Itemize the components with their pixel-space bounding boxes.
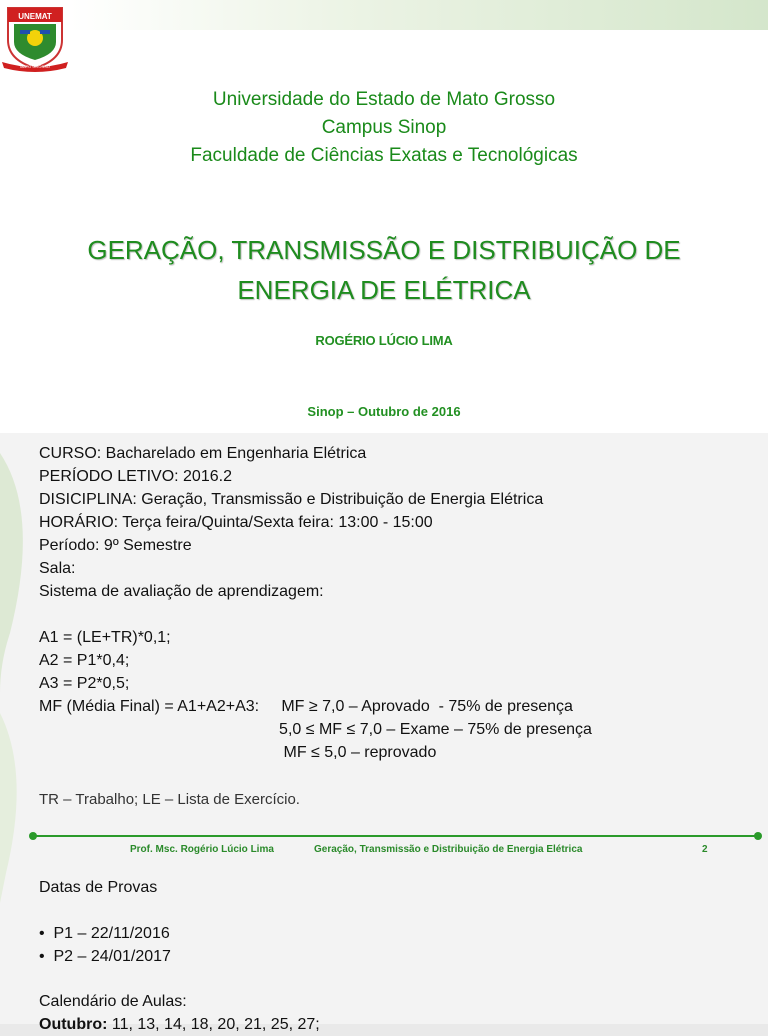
logo-motto: MATO GROSSO — [20, 64, 50, 69]
info-line: DISICIPLINA: Geração, Transmissão e Distribuição de Energia Elétrica — [39, 491, 544, 508]
info-line: 5,0 ≤ MF ≤ 7,0 – Exame – 75% de presença — [39, 721, 592, 738]
footer-course: Geração, Transmissão e Distribuição de Energia Elétrica — [314, 844, 583, 855]
exams-heading: Datas de Provas — [39, 879, 158, 896]
list-item: • P2 – 24/01/2017 — [39, 948, 171, 965]
title-line-1: GERAÇÃO, TRANSMISSÃO E DISTRIBUIÇÃO DE — [87, 235, 681, 265]
institution-block — [0, 86, 768, 170]
divider-dot-left — [29, 832, 37, 840]
bullet-icon: • — [39, 948, 45, 965]
calendar-month: Outubro: — [39, 1016, 108, 1033]
divider-dot-right — [754, 832, 762, 840]
faculty-name: Faculdade de Ciências Exatas e Tecnológicas — [190, 145, 578, 166]
title-line-2: ENERGIA DE ELÉTRICA — [237, 275, 531, 305]
presentation-date: Sinop – Outubro de 2016 — [307, 404, 461, 419]
logo-text: UNEMAT — [18, 12, 52, 21]
info-line: Período: 9º Semestre — [39, 537, 192, 554]
exam-list — [39, 922, 171, 968]
info-line: A3 = P2*0,5; — [39, 675, 130, 692]
info-line: HORÁRIO: Terça feira/Quinta/Sexta feira: 13:00 - 15:00 — [39, 514, 433, 531]
info-line: A1 = (LE+TR)*0,1; — [39, 629, 171, 646]
calendar-days: 11, 13, 14, 18, 20, 21, 25, 27; — [107, 1016, 320, 1033]
author-name: ROGÉRIO LÚCIO LIMA — [315, 333, 453, 348]
calendar-heading: Calendário de Aulas: — [39, 993, 187, 1010]
info-line: MF (Média Final) = A1+A2+A3: MF ≥ 7,0 – Aprovado - 75% de presença — [39, 698, 573, 715]
info-line: CURSO: Bacharelado em Engenharia Elétrica — [39, 445, 367, 462]
footer-author: Prof. Msc. Rogério Lúcio Lima — [130, 844, 274, 855]
info-line: Sala: — [39, 560, 76, 577]
bullet-icon: • — [39, 925, 45, 942]
presentation-title — [0, 230, 768, 310]
info-line: A2 = P1*0,4; — [39, 652, 130, 669]
list-item: • P1 – 22/11/2016 — [39, 925, 170, 942]
header-band — [70, 0, 768, 30]
info-line — [39, 603, 592, 626]
unemat-logo — [0, 0, 70, 72]
info-line: Sistema de avaliação de aprendizagem: — [39, 583, 324, 600]
calendar-october — [39, 1013, 320, 1036]
info-line: PERÍODO LETIVO: 2016.2 — [39, 468, 232, 485]
institution-name: Universidade do Estado de Mato Grosso — [212, 89, 556, 110]
footer-page-number: 2 — [702, 844, 708, 855]
campus-name: Campus Sinop — [321, 117, 447, 138]
title-slide — [0, 0, 768, 433]
course-info-slide — [0, 433, 768, 1033]
info-line: MF ≤ 5,0 – reprovado — [39, 744, 437, 761]
course-info-list — [39, 442, 592, 764]
legend-text: TR – Trabalho; LE – Lista de Exercício. — [39, 791, 300, 808]
footer-divider — [32, 835, 760, 837]
